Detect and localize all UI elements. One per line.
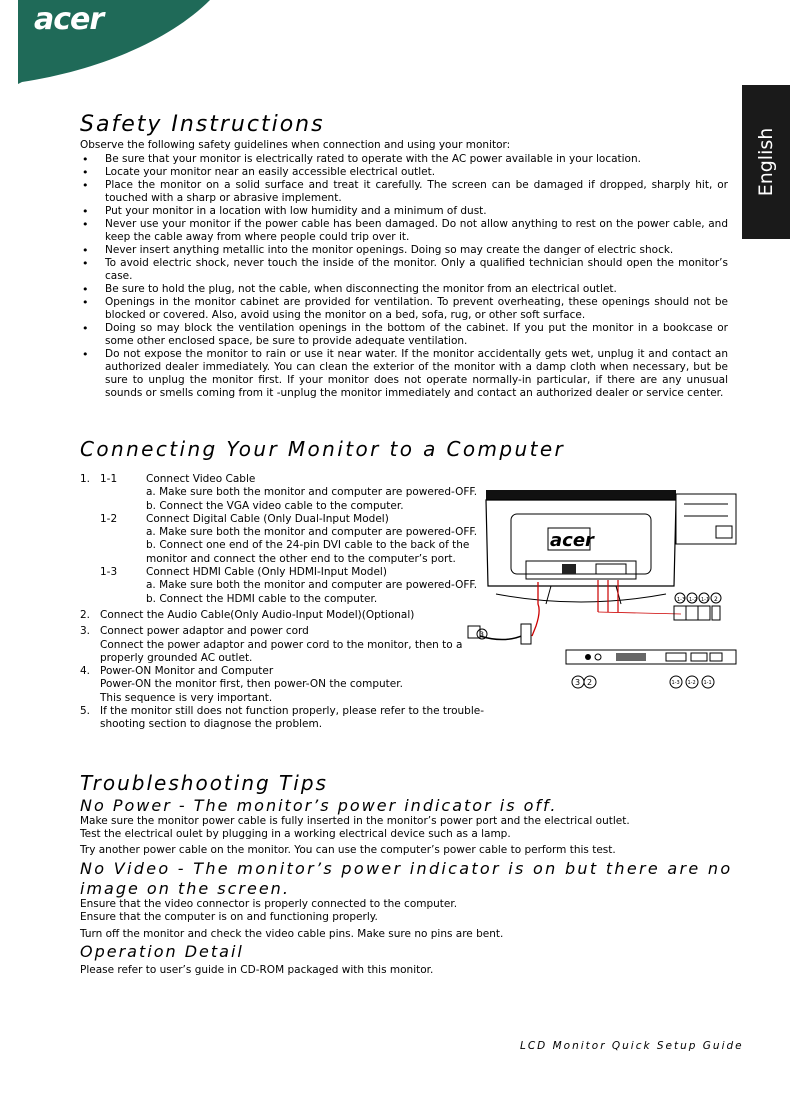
callout-label: 1-3 [677, 597, 686, 603]
step-line: Connect the power adaptor and power cord to the monitor, then to a [100, 638, 463, 651]
sub-title: Connect Digital Cable (Only Dual-Input Model) [146, 512, 389, 525]
step-5 [80, 705, 485, 718]
diagram-logo: acer [550, 530, 594, 551]
port-callouts-top [674, 593, 721, 620]
list-item: • Doing so may block the ventilation openings in the bottom of the cabinet. If you put the monitor in a bookcase or some other enclosed space, be sure to provide adequate ventilation. [80, 322, 728, 348]
list-item: • Locate your monitor near an easily accessible electrical outlet. [80, 166, 728, 179]
cable-lines-icon [532, 580, 681, 636]
sub-line: b. Connect one end of the 24-pin DVI cable to the back of the [146, 539, 470, 552]
sub-code: 1-2 [100, 512, 118, 525]
step-2 [80, 609, 480, 622]
connecting-title: Connecting Your Monitor to a Computer [80, 437, 566, 461]
callout-label: 1-1 [703, 680, 712, 686]
step-number: 4. [80, 665, 91, 678]
power-adaptor-icon [468, 624, 531, 644]
no-video-line: Turn off the monitor and check the video cable pins. Make sure no pins are bent. [80, 928, 504, 940]
list-item: • Do not expose the monitor to rain or use it near water. If the monitor accidentally gets wet, unplug it and contact an authorized dealer immediately. You can clean the exterior of the monitor with a damp cloth when necessary, but be sure to unplug the monitor first. If your monitor does not operate normally-in particular, if there are any unusual sounds or smells coming from it -unplug the monitor immediately and contact an authorized dealer or service center. [80, 348, 728, 400]
sub-line: a. Make sure both the monitor and computer are powered-OFF. [146, 579, 478, 592]
step-number: 2. [80, 608, 91, 621]
step-1 [80, 473, 480, 486]
no-power-line: Test the electrical oulet by plugging in a working electrical device such as a lamp. [80, 828, 511, 840]
sub-line: a. Make sure both the monitor and computer are powered-OFF. [146, 486, 478, 499]
monitor-base-icon [566, 650, 736, 664]
step-line: Connect the Audio Cable(Only Audio-Input Model)(Optional) [100, 608, 415, 621]
no-power-line: Make sure the monitor power cable is fully inserted in the monitor’s power port and the electrical outlet. [80, 815, 630, 827]
callout-label: 1-1 [701, 597, 710, 603]
acer-logo: acer [34, 2, 104, 37]
step-4 [80, 665, 480, 678]
side-panel-icon [676, 494, 736, 544]
sub-line: b. Connect the HDMI cable to the computer. [146, 592, 378, 605]
safety-intro: Observe the following safety guidelines when connection and using your monitor: [80, 139, 511, 151]
no-power-heading: No Power - The monitor’s power indicator is off. [80, 796, 558, 815]
sub-title: Connect HDMI Cable (Only HDMI-Input Model) [146, 566, 387, 579]
safety-list [80, 153, 728, 400]
sub-step [80, 566, 480, 579]
no-video-heading-1: No Video - The monitor’s power indicator is on but there are no [80, 859, 733, 878]
callout-label: 2 [714, 596, 718, 603]
list-item: • Place the monitor on a solid surface and treat it carefully. The screen can be damaged if dropped, sharply hit, or touched with a sharp or abrasive implement. [80, 179, 728, 205]
list-item: • Be sure that your monitor is electrically rated to operate with the AC power available in your location. [80, 153, 728, 166]
no-video-line: Ensure that the video connector is properly connected to the computer. [80, 898, 458, 910]
language-tab [742, 85, 790, 239]
step-line: If the monitor still does not function properly, please refer to the trouble- [100, 705, 485, 718]
no-video-heading-2: image on the screen. [80, 879, 290, 898]
no-power-line: Try another power cable on the monitor. You can use the computer’s power cable to perform this test. [80, 844, 616, 856]
troubleshooting-title: Troubleshooting Tips [80, 771, 328, 795]
callout-label: 3 [575, 678, 581, 687]
safety-title: Safety Instructions [80, 112, 325, 137]
monitor-back-icon [486, 490, 676, 604]
list-item: • Be sure to hold the plug, not the cable, when disconnecting the monitor from an electrical outlet. [80, 283, 728, 296]
no-video-line: Ensure that the computer is on and functioning properly. [80, 911, 378, 923]
callout-label: 2 [587, 678, 593, 687]
step-number: 3. [80, 625, 91, 638]
step-line: properly grounded AC outlet. [100, 651, 253, 664]
sub-line: a. Make sure both the monitor and computer are powered-OFF. [146, 526, 478, 539]
sub-line: b. Connect the VGA video cable to the computer. [146, 499, 404, 512]
list-item: • Put your monitor in a location with low humidity and a minimum of dust. [80, 205, 728, 218]
callout-label: 1-3 [671, 680, 680, 686]
footer-title: LCD Monitor Quick Setup Guide [520, 1040, 744, 1052]
step-line: Power-ON the monitor first, then power-ON the computer. [100, 678, 403, 691]
list-item: • Never insert anything metallic into the monitor openings. Doing so may create the danger of electric shock. [80, 244, 728, 257]
sub-code: 1-1 [100, 473, 118, 485]
step-line: This sequence is very important. [100, 691, 273, 704]
connection-diagram [466, 486, 742, 698]
banner-shape [0, 0, 210, 84]
step-3 [80, 625, 480, 638]
callout-label: 3 [479, 630, 484, 639]
sub-code: 1-3 [100, 566, 118, 579]
sub-step [80, 513, 480, 526]
callout-label: 1-2 [687, 680, 696, 686]
sub-line: monitor and connect the other end to the computer’s port. [146, 552, 456, 565]
operation-text: Please refer to user’s guide in CD-ROM packaged with this monitor. [80, 964, 434, 976]
brand-banner [0, 0, 210, 84]
port-callouts-bottom [572, 676, 714, 688]
list-item: • To avoid electric shock, never touch the inside of the monitor. Only a qualified technician should open the monitor’s case. [80, 257, 728, 283]
step-line: Connect power adaptor and power cord [100, 625, 309, 638]
list-item: • Never use your monitor if the power cable has been damaged. Do not allow anything to rest on the power cable, and keep the cable away from where people could trip over it. [80, 218, 728, 244]
step-line: Power-ON Monitor and Computer [100, 665, 274, 678]
sub-title: Connect Video Cable [146, 473, 256, 485]
operation-heading: Operation Detail [80, 942, 244, 961]
callout-label: 1-2 [689, 597, 698, 603]
step-number: 1. [80, 473, 91, 485]
list-item: • Openings in the monitor cabinet are provided for ventilation. To prevent overheating, these openings should not be blocked or covered. Also, avoid using the monitor on a bed, sofa, rug, or other soft surface. [80, 296, 728, 322]
language-label: English [755, 127, 777, 197]
step-line: shooting section to diagnose the problem. [100, 718, 323, 731]
connecting-steps [80, 473, 485, 732]
step-number: 5. [80, 705, 91, 718]
